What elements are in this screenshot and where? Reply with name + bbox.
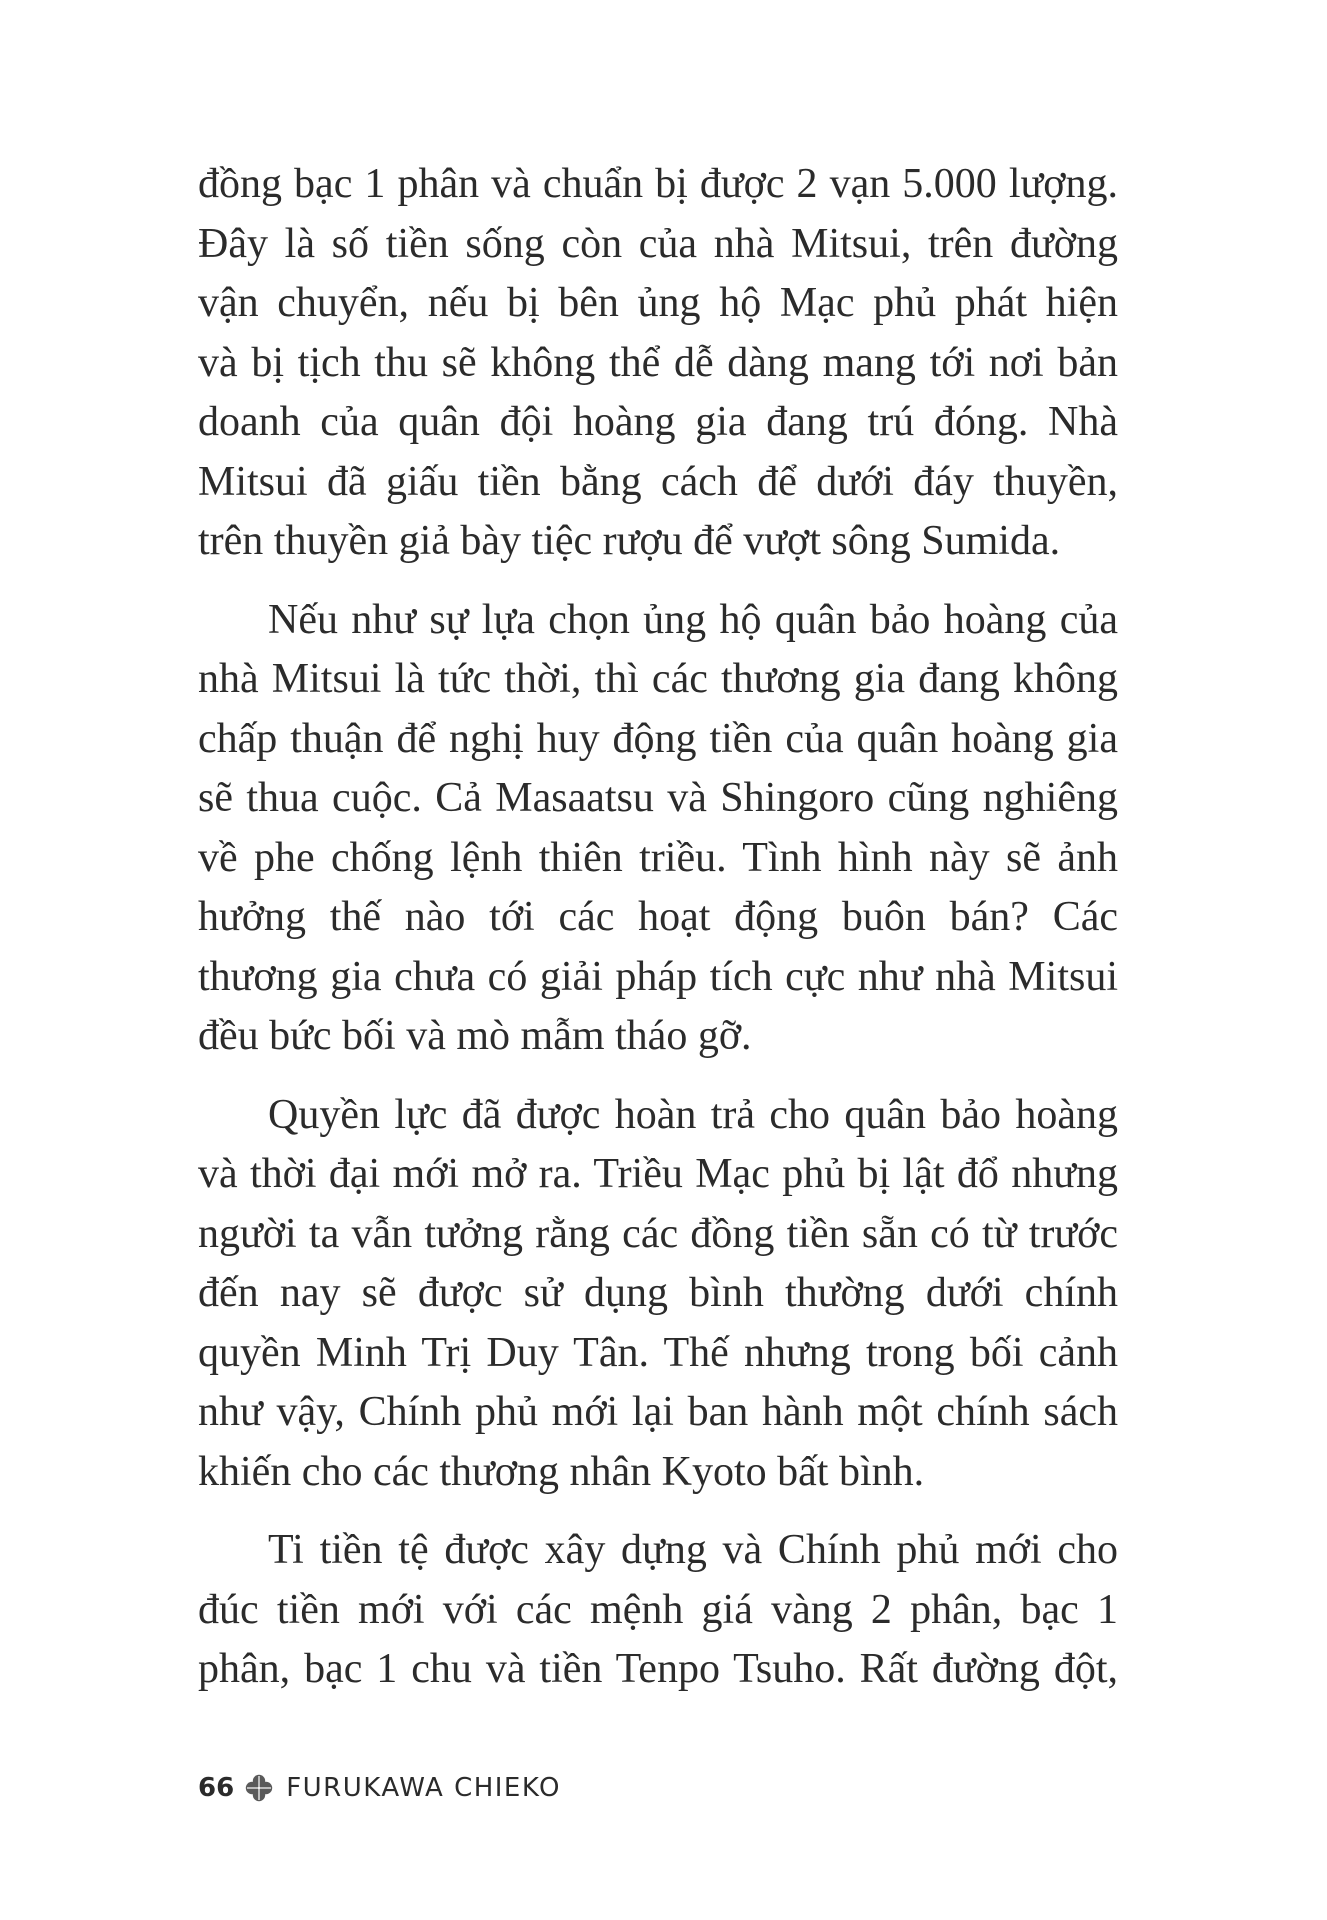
- text-line: người ta vẫn tưởng rằng các đồng tiền sẵn có từ trước: [198, 1210, 1118, 1257]
- text-line: đồng bạc 1 phân và chuẩn bị được 2 vạn 5.000 lượng.: [198, 161, 1118, 207]
- text-line: đều bức bối và mò mẫm tháo gỡ.: [198, 1013, 752, 1059]
- paragraph-4: [198, 1521, 1118, 1700]
- text-line: Nếu như sự lựa chọn ủng hộ quân bảo hoàng của: [268, 596, 1118, 643]
- page-number: 66: [198, 1773, 235, 1803]
- text-line: như vậy, Chính phủ mới lại ban hành một chính sách: [198, 1389, 1118, 1435]
- paragraph-3: [198, 1086, 1118, 1503]
- author-name: FURUKAWA CHIEKO: [286, 1773, 561, 1803]
- text-line: chấp thuận để nghị huy động tiền của quân hoàng gia: [198, 715, 1118, 762]
- text-line: phân, bạc 1 chu và tiền Tenpo Tsuho. Rất đường đột,: [198, 1646, 1118, 1692]
- text-line: Mitsui đã giấu tiền bằng cách để dưới đáy thuyền,: [198, 458, 1118, 505]
- text-line: đến nay sẽ được sử dụng bình thường dưới chính: [198, 1270, 1118, 1316]
- text-line: Quyền lực đã được hoàn trả cho quân bảo hoàng: [268, 1091, 1118, 1138]
- text-line: đúc tiền mới với các mệnh giá vàng 2 phân, bạc 1: [198, 1586, 1118, 1633]
- text-line: quyền Minh Trị Duy Tân. Thế nhưng trong bối cảnh: [198, 1329, 1118, 1376]
- text-line: trên thuyền giả bày tiệc rượu để vượt sông Sumida.: [198, 518, 1061, 564]
- text-line: doanh của quân đội hoàng gia đang trú đóng. Nhà: [198, 399, 1118, 445]
- text-line: và bị tịch thu sẽ không thể dễ dàng mang tới nơi bản: [198, 339, 1118, 386]
- text-line: hưởng thế nào tới các hoạt động buôn bán? Các: [198, 894, 1118, 940]
- body-text: [198, 155, 1118, 1719]
- text-line: nhà Mitsui là tức thời, thì các thương gia đang không: [198, 656, 1118, 702]
- text-line: và thời đại mới mở ra. Triều Mạc phủ bị lật đổ nhưng: [198, 1151, 1118, 1197]
- paragraph-2: [198, 591, 1118, 1067]
- text-line: Ti tiền tệ được xây dựng và Chính phủ mới cho: [268, 1527, 1118, 1573]
- text-line: vận chuyển, nếu bị bên ủng hộ Mạc phủ phát hiện: [198, 280, 1118, 326]
- page-footer: [198, 1768, 561, 1808]
- paragraph-1: [198, 155, 1118, 572]
- text-line: khiến cho các thương nhân Kyoto bất bình.: [198, 1448, 925, 1495]
- clover-icon: [244, 1773, 274, 1803]
- text-line: sẽ thua cuộc. Cả Masaatsu và Shingoro cũng nghiêng: [198, 775, 1118, 821]
- text-line: Đây là số tiền sống còn của nhà Mitsui, trên đường: [198, 220, 1118, 267]
- text-line: về phe chống lệnh thiên triều. Tình hình này sẽ ảnh: [198, 834, 1118, 881]
- text-line: thương gia chưa có giải pháp tích cực như nhà Mitsui: [198, 953, 1118, 1000]
